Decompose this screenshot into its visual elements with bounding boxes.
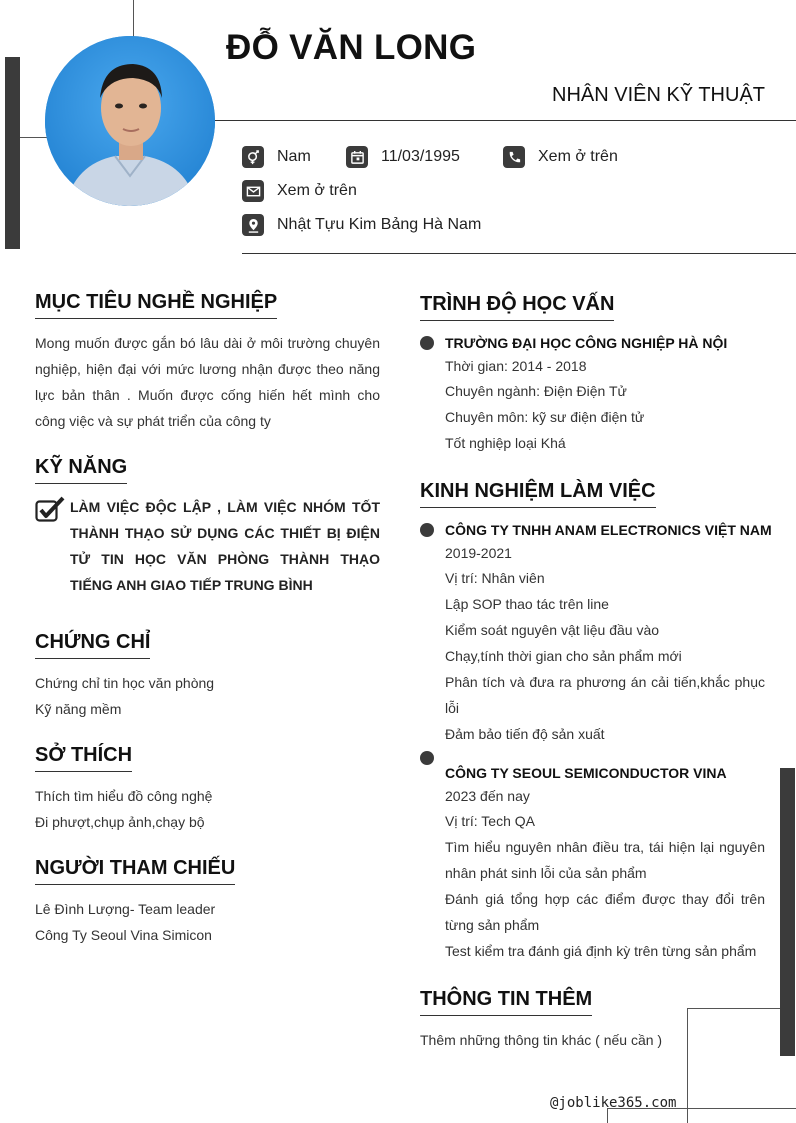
bullet-dot bbox=[420, 751, 434, 765]
job-task: Kiểm soát nguyên vật liệu đầu vào bbox=[445, 622, 660, 638]
extra-info-text: Thêm những thông tin khác ( nếu cần ) bbox=[420, 1032, 663, 1048]
objective-title: MỤC TIÊU NGHỀ NGHIỆP bbox=[35, 291, 277, 319]
references-title: NGƯỜI THAM CHIẾU bbox=[35, 857, 235, 885]
address-value: Nhật Tựu Kim Bảng Hà Nam bbox=[277, 216, 482, 233]
gender-value: Nam bbox=[277, 148, 311, 165]
info-address bbox=[242, 214, 481, 236]
company-name: CÔNG TY TNHH ANAM ELECTRONICS VIỆT NAM bbox=[445, 522, 772, 538]
checkbox-checked-icon bbox=[35, 496, 65, 522]
certificates-title: CHỨNG CHỈ bbox=[35, 631, 150, 659]
decorative-line-photo bbox=[20, 137, 50, 138]
education-line: Chuyên ngành: Điện Điện Tử bbox=[445, 383, 627, 399]
certificate-item: Chứng chỉ tin học văn phòng bbox=[35, 675, 215, 691]
extra-info-title: THÔNG TIN THÊM bbox=[420, 988, 592, 1016]
job-task: Chạy,tính thời gian cho sản phẩm mới bbox=[445, 648, 682, 664]
hobby-item: Đi phượt,chụp ảnh,chạy bộ bbox=[35, 814, 205, 830]
job-period: 2023 đến nay bbox=[445, 788, 530, 804]
watermark: @joblike365.com bbox=[550, 1095, 677, 1111]
experience-title: KINH NGHIỆM LÀM VIỆC bbox=[420, 480, 656, 508]
job-task: Đánh giá tổng hợp các điểm được thay đổi trên từng sản phẩm bbox=[445, 891, 765, 933]
objective-text: Mong muốn được gắn bó lâu dài ở môi trường chuyên nghiệp, hiện đại với mức lương nhận được theo năng lực bản thân . Muốn được cống hiến hết mình cho công việc và sự phát triển của công ty bbox=[35, 335, 380, 429]
gender-icon bbox=[242, 146, 264, 168]
job-period: 2019-2021 bbox=[445, 545, 512, 561]
info-email bbox=[242, 180, 357, 202]
company-name: CÔNG TY SEOUL SEMICONDUCTOR VINA bbox=[445, 765, 727, 781]
email-value: Xem ở trên bbox=[277, 182, 357, 199]
job-task: Tìm hiểu nguyên nhân điều tra, tái hiện lại nguyên nhân phát sinh lỗi của sản phẩm bbox=[445, 839, 765, 881]
header-divider bbox=[215, 120, 796, 121]
info-birthday bbox=[346, 146, 460, 168]
job-task: Lập SOP thao tác trên line bbox=[445, 596, 609, 612]
profile-photo bbox=[45, 36, 215, 206]
info-divider bbox=[242, 253, 796, 254]
hobbies-title: SỞ THÍCH bbox=[35, 744, 132, 772]
info-phone bbox=[503, 146, 618, 168]
skills-text: LÀM VIỆC ĐỘC LẬP , LÀM VIỆC NHÓM TỐT THÀNH THẠO SỬ DỤNG CÁC THIẾT BỊ ĐIỆN TỬ TIN HỌC VĂN PHÒNG THÀNH THẠO TIẾNG ANH GIAO TIẾP TRUNG BÌNH bbox=[70, 499, 380, 593]
decorative-bar-right bbox=[780, 768, 795, 1056]
decorative-bar-left bbox=[5, 57, 20, 249]
job-role: Vị trí: Nhân viên bbox=[445, 570, 545, 586]
reference-item: Công Ty Seoul Vina Simicon bbox=[35, 927, 212, 943]
education-title: TRÌNH ĐỘ HỌC VẤN bbox=[420, 293, 614, 321]
candidate-name: ĐỖ VĂN LONG bbox=[226, 28, 477, 67]
education-line: Thời gian: 2014 - 2018 bbox=[445, 358, 587, 374]
decorative-corner-box bbox=[687, 1008, 780, 1123]
job-role: Vị trí: Tech QA bbox=[445, 813, 535, 829]
bullet-dot bbox=[420, 336, 434, 350]
certificate-item: Kỹ năng mềm bbox=[35, 701, 122, 717]
location-pin-icon bbox=[242, 214, 264, 236]
calendar-icon bbox=[346, 146, 368, 168]
bullet-dot bbox=[420, 523, 434, 537]
education-line: Chuyên môn: kỹ sư điện điện tử bbox=[445, 409, 645, 425]
skills-title: KỸ NĂNG bbox=[35, 456, 127, 484]
email-icon bbox=[242, 180, 264, 202]
birthday-value: 11/03/1995 bbox=[381, 148, 460, 165]
info-gender bbox=[242, 146, 311, 168]
phone-icon bbox=[503, 146, 525, 168]
education-line: Tốt nghiệp loại Khá bbox=[445, 435, 566, 451]
job-task: Phân tích và đưa ra phương án cải tiến,khắc phục lỗi bbox=[445, 674, 765, 716]
school-name: TRƯỜNG ĐẠI HỌC CÔNG NGHIỆP HÀ NỘI bbox=[445, 335, 728, 351]
hobby-item: Thích tìm hiểu đồ công nghệ bbox=[35, 788, 213, 804]
job-task: Đảm bảo tiến độ sản xuất bbox=[445, 726, 605, 742]
decorative-line-top bbox=[133, 0, 134, 40]
job-task: Test kiểm tra đánh giá định kỳ trên từng sản phẩm bbox=[445, 943, 757, 959]
phone-value: Xem ở trên bbox=[538, 148, 618, 165]
reference-item: Lê Đình Lượng- Team leader bbox=[35, 901, 216, 917]
job-position: NHÂN VIÊN KỸ THUẬT bbox=[552, 84, 765, 106]
